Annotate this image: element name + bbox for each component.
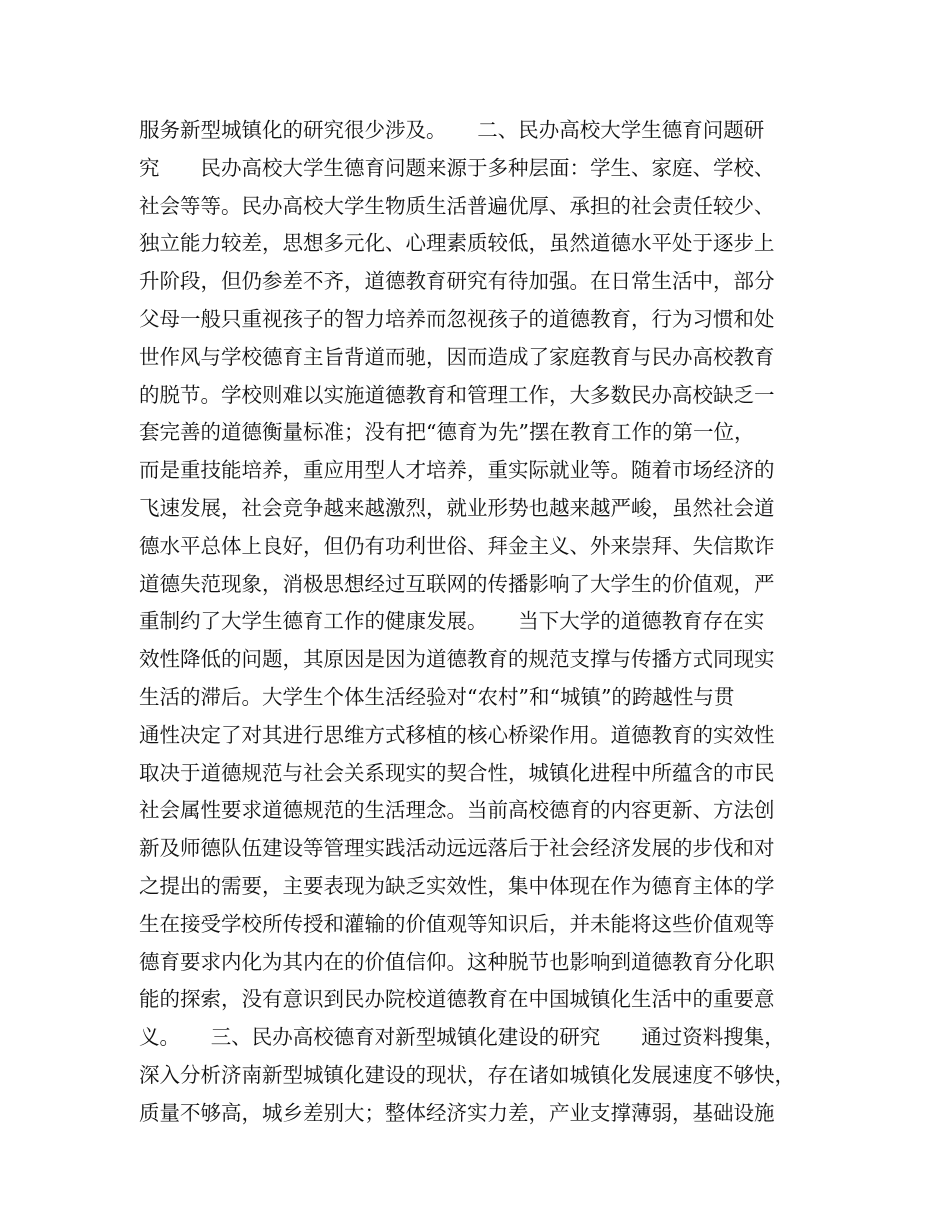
text-line: 效性降低的问题，其原因是因为道德教育的规范支撑与传播方式同现实: [139, 647, 775, 672]
text-line: 套完善的道德衡量标准；没有把“德育为先”摆在教育工作的第一位，: [139, 420, 755, 445]
text-line: 社会等等。民办高校大学生物质生活普遍优厚、承担的社会责任较少、: [139, 193, 775, 218]
text-line: 的脱节。学校则难以实施道德教育和管理工作，大多数民办高校缺乏一: [139, 382, 775, 407]
text-line: 能的探索，没有意识到民办院校道德教育在中国城镇化生活中的重要意: [139, 987, 775, 1012]
text-line: 深入分析济南新型城镇化建设的现状，存在诸如城镇化发展速度不够快，: [139, 1062, 795, 1087]
text-line: 德水平总体上良好，但仍有功利世俗、拜金主义、外来崇拜、失信欺诈: [139, 533, 775, 558]
text-line: 生活的滞后。大学生个体生活经验对“农村”和“城镇”的跨越性与贯: [139, 684, 735, 709]
text-line: 道德失范现象，消极思想经过互联网的传播影响了大学生的价值观，严: [139, 571, 775, 596]
text-line: 服务新型城镇化的研究很少涉及。 二、民办高校大学生德育问题研: [139, 118, 765, 142]
text-line: 质量不够高，城乡差别大；整体经济实力差，产业支撑薄弱，基础设施: [139, 1100, 775, 1125]
text-line: 父母一般只重视孩子的智力培养而忽视孩子的道德教育，行为习惯和处: [139, 306, 775, 331]
text-line: 社会属性要求道德规范的生活理念。当前高校德育的内容更新、方法创: [139, 798, 775, 823]
text-line: 之提出的需要，主要表现为缺乏实效性，集中体现在作为德育主体的学: [139, 873, 775, 898]
text-line: 而是重技能培养，重应用型人才培养，重实际就业等。随着市场经济的: [139, 458, 775, 483]
text-line: 新及师德队伍建设等管理实践活动远远落后于社会经济发展的步伐和对: [139, 836, 775, 861]
text-line: 世作风与学校德育主旨背道而驰，因而造成了家庭教育与民办高校教育: [139, 344, 775, 369]
text-line: 德育要求内化为其内在的价值信仰。这种脱节也影响到道德教育分化职: [139, 949, 775, 974]
text-line: 究 民办高校大学生德育问题来源于多种层面：学生、家庭、学校、: [139, 155, 775, 180]
body-text: [139, 112, 829, 1133]
text-line: 独立能力较差，思想多元化、心理素质较低，虽然道德水平处于逐步上: [139, 231, 775, 256]
text-line: 通性决定了对其进行思维方式移植的核心桥梁作用。道德教育的实效性: [139, 722, 775, 747]
text-line: 取决于道德规范与社会关系现实的契合性，城镇化进程中所蕴含的市民: [139, 760, 775, 785]
text-line: 升阶段，但仍参差不齐，道德教育研究有待加强。在日常生活中，部分: [139, 269, 775, 294]
text-line: 生在接受学校所传授和灌输的价值观等知识后，并未能将这些价值观等: [139, 911, 775, 936]
text-line: 义。 三、民办高校德育对新型城镇化建设的研究 通过资料搜集，: [139, 1025, 785, 1050]
text-line: 飞速发展，社会竞争越来越激烈，就业形势也越来越严峻，虽然社会道: [139, 495, 775, 520]
text-line: 重制约了大学生德育工作的健康发展。 当下大学的道德教育存在实: [139, 609, 765, 634]
